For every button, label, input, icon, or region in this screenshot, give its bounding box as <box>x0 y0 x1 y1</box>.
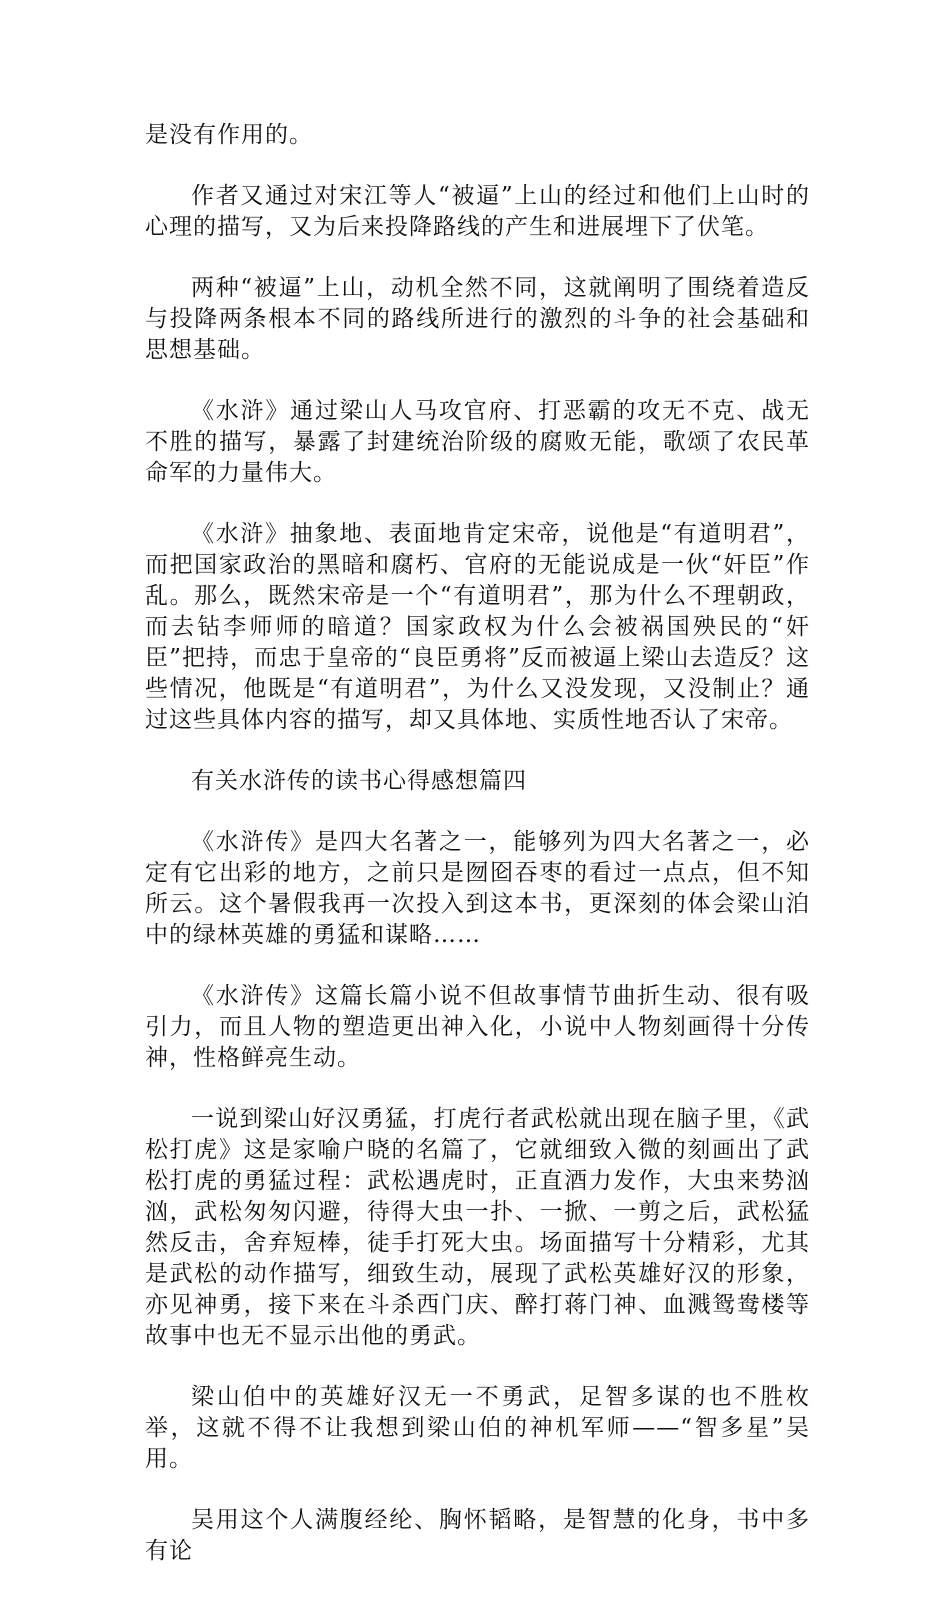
paragraph: 是没有作用的。 <box>145 122 313 148</box>
paragraph: 一说到梁山好汉勇猛，打虎行者武松就出现在脑子里，《武松打虎》这是家喻户晓的名篇了，它就细致入微的刻画出了武松打虎的勇猛过程：武松遇虎时，正直酒力发作，大虫来势汹汹，武松匆匆闪避，待得大虫一扑、一掀、一剪之后，武松猛然反击，舍弃短棒，徒手打死大虫。场面描写十分精彩，尤其是武松的动作描写，细致生动，展现了武松英雄好汉的形象，亦见神勇，接下来在斗杀西门庆、醉打蒋门神、血溅鸳鸯楼等故事中也无不显示出他的勇武。 <box>145 1106 810 1349</box>
paragraph: 《水浒》抽象地、表面地肯定宋帝，说他是“有道明君”，而把国家政治的黑暗和腐朽、官府的无能说成是一伙“奸臣”作乱。那么，既然宋帝是一个“有道明君”，那为什么不理朝政，而去钻李师师的暗道？国家政权为什么会被祸国殃民的“奸臣”把持，而忠于皇帝的“良臣勇将”反而被逼上梁山去造反？这些情况，他既是“有道明君”，为什么又没发现，又没制止？通过这些具体内容的描写，却又具体地、实质性地否认了宋帝。 <box>145 521 810 733</box>
paragraph: 作者又通过对宋江等人“被逼”上山的经过和他们上山时的心理的描写，又为后来投降路线的产生和进展埋下了伏笔。 <box>145 183 810 240</box>
paragraph: 《水浒》通过梁山人马攻官府、打恶霸的攻无不克、战无不胜的描写，暴露了封建统治阶级的腐败无能，歌颂了农民革命军的力量伟大。 <box>145 398 810 486</box>
paragraph: 《水浒传》是四大名著之一，能够列为四大名著之一，必定有它出彩的地方，之前只是囫囵吞枣的看过一点点，但不知所云。这个暑假我再一次投入到这本书，更深刻的体会梁山泊中的绿林英雄的勇猛和谋略…… <box>145 829 810 948</box>
paragraph: 《水浒传》这篇长篇小说不但故事情节曲折生动、很有吸引力，而且人物的塑造更出神入化，小说中人物刻画得十分传神，性格鲜亮生动。 <box>145 983 810 1071</box>
paragraph: 两种“被逼”上山，动机全然不同，这就阐明了围绕着造反与投降两条根本不同的路线所进行的激烈的斗争的社会基础和思想基础。 <box>145 275 810 363</box>
document-body <box>145 120 810 1597</box>
paragraph: 吴用这个人满腹经纶、胸怀韬略，是智慧的化身，书中多有论 <box>145 1507 810 1564</box>
paragraph: 梁山伯中的英雄好汉无一不勇武，足智多谋的也不胜枚举，这就不得不让我想到梁山伯的神机军师——“智多星”吴用。 <box>145 1384 810 1472</box>
section-heading: 有关水浒传的读书心得感想篇四 <box>191 768 527 794</box>
